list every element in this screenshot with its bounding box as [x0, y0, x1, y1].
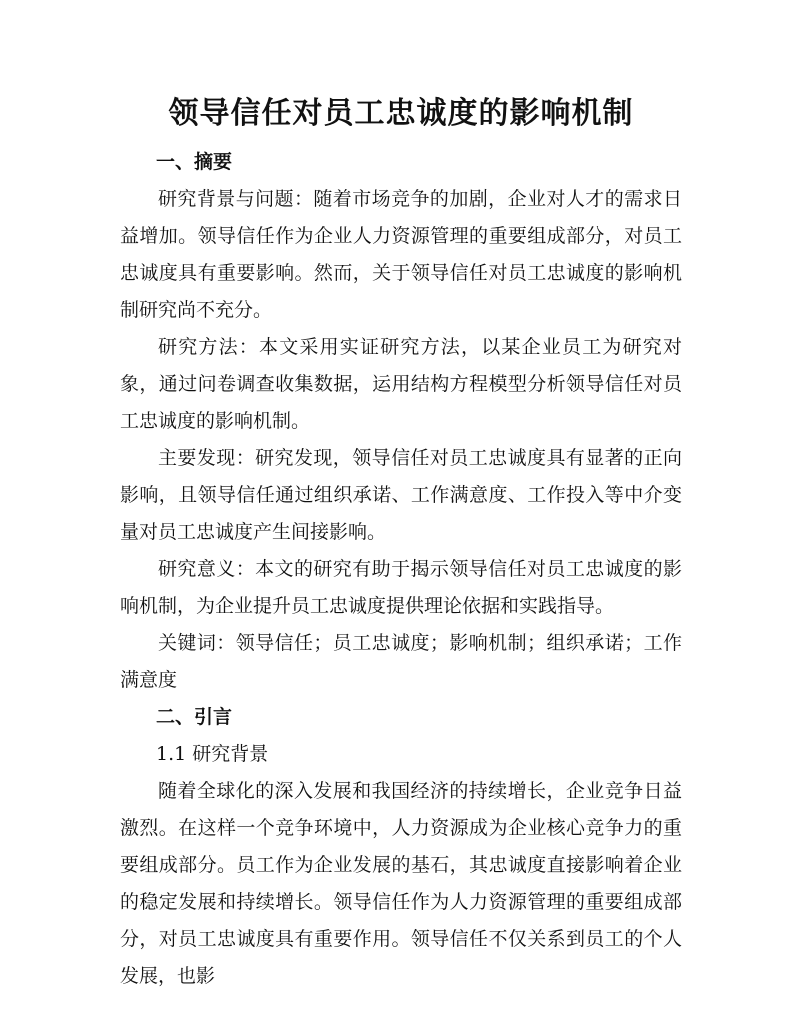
abstract-method-paragraph: 研究方法：本文采用实证研究方法，以某企业员工为研究对象，通过问卷调查收集数据，运用结构方程模型分析领导信任对员工忠诚度的影响机制。	[120, 336, 682, 432]
abstract-heading: 一、摘要	[156, 151, 233, 173]
document-title: 领导信任对员工忠诚度的影响机制	[168, 96, 634, 131]
document-body	[120, 144, 682, 995]
introduction-paragraph: 随着全球化的深入发展和我国经济的持续增长，企业竞争日益激烈。在这样一个竞争环境中，人力资源成为企业核心竞争力的重要组成部分。员工作为企业发展的基石，其忠诚度直接影响着企业的稳定发展和持续增长。领导信任作为人力资源管理的重要组成部分，对员工忠诚度具有重要作用。领导信任不仅关系到员工的个人发展，也影	[120, 780, 682, 987]
research-background-subheading: 1.1 研究背景	[156, 743, 269, 765]
keywords-paragraph: 关键词：领导信任；员工忠诚度；影响机制；组织承诺；工作满意度	[120, 632, 682, 691]
abstract-background-paragraph: 研究背景与问题：随着市场竞争的加剧，企业对人才的需求日益增加。领导信任作为企业人力资源管理的重要组成部分，对员工忠诚度具有重要影响。然而，关于领导信任对员工忠诚度的影响机制研究尚不充分。	[120, 188, 682, 321]
abstract-findings-paragraph: 主要发现：研究发现，领导信任对员工忠诚度具有显著的正向影响，且领导信任通过组织承诺、工作满意度、工作投入等中介变量对员工忠诚度产生间接影响。	[120, 447, 682, 543]
abstract-significance-paragraph: 研究意义：本文的研究有助于揭示领导信任对员工忠诚度的影响机制，为企业提升员工忠诚度提供理论依据和实践指导。	[120, 558, 682, 617]
introduction-heading: 二、引言	[156, 706, 233, 728]
